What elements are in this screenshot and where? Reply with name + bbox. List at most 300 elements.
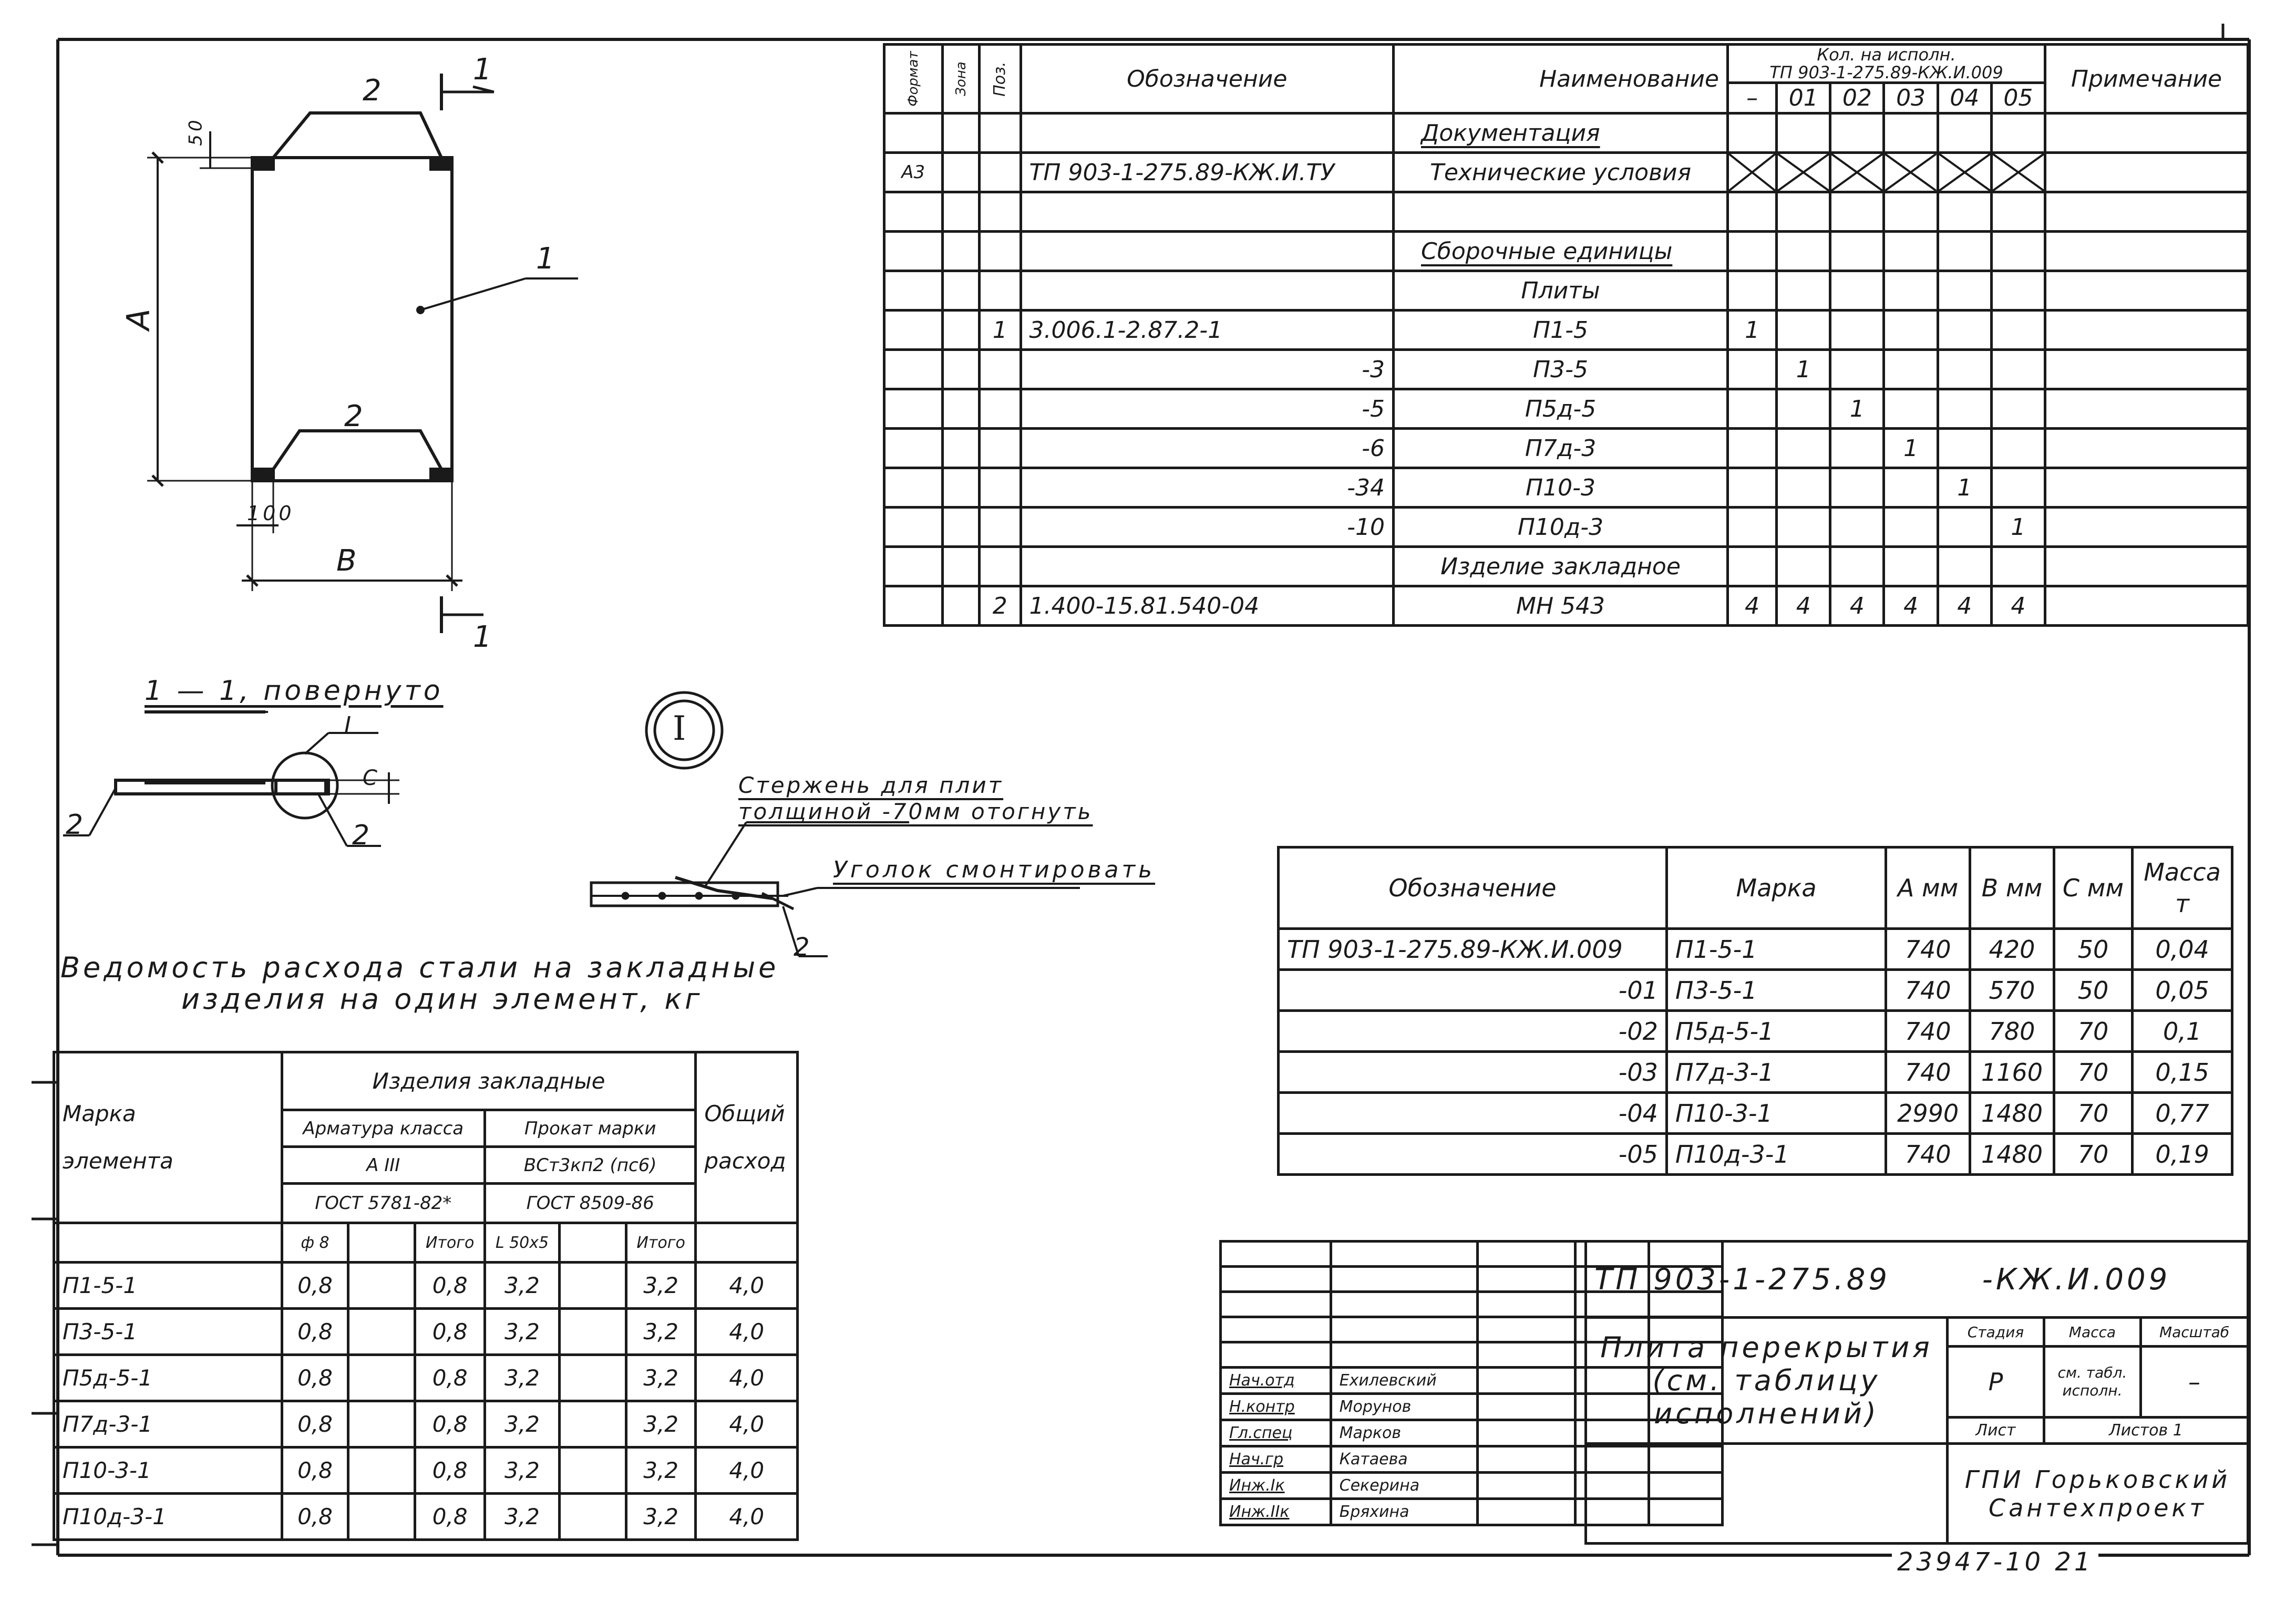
steel-head-items: Изделия закладные bbox=[282, 1052, 696, 1110]
spec-row bbox=[884, 232, 2248, 271]
steel-head-rebar-gost: ГОСТ 5781-82* bbox=[282, 1184, 485, 1223]
spec-cell-name: МН 543 bbox=[1394, 586, 1728, 626]
steel-row bbox=[54, 1355, 798, 1401]
steel-cell-c: 0,8 bbox=[415, 1263, 485, 1309]
sign-blank-cell bbox=[1478, 1292, 1576, 1317]
spec-cell-qty bbox=[1777, 192, 1830, 232]
variant-cell-mark: П5д-5-1 bbox=[1666, 1011, 1886, 1052]
title-scale: – bbox=[2140, 1347, 2248, 1418]
steel-head-rebar: Арматура класса bbox=[282, 1110, 485, 1147]
steel-cell-f: 3,2 bbox=[626, 1263, 696, 1309]
spec-cell-zone bbox=[942, 311, 980, 350]
steel-row bbox=[54, 1494, 798, 1540]
spec-cell-pos bbox=[980, 271, 1021, 311]
variant-cell-c: 50 bbox=[2054, 970, 2132, 1011]
dim-50-label: 50 bbox=[185, 117, 207, 146]
variant-cell-des: -02 bbox=[1279, 1011, 1667, 1052]
spec-cell-pos bbox=[980, 429, 1021, 468]
variant-head-cell: В мм bbox=[1970, 847, 2054, 929]
spec-row bbox=[884, 192, 2248, 232]
spec-cell-qty: 1 bbox=[1991, 508, 2045, 547]
spec-cell-pos bbox=[980, 232, 1021, 271]
steel-cell-a: 0,8 bbox=[282, 1494, 348, 1540]
title-blank bbox=[1586, 1444, 1948, 1544]
sign-signature bbox=[1478, 1368, 1576, 1394]
spec-cell-qty bbox=[1830, 113, 1884, 153]
spec-cell-name: П1-5 bbox=[1394, 311, 1728, 350]
spec-cell-note bbox=[2045, 232, 2248, 271]
steel-cell-b bbox=[348, 1355, 415, 1401]
steel-cell-c: 0,8 bbox=[415, 1494, 485, 1540]
variant-row bbox=[1279, 1052, 2232, 1093]
steel-cell-g: 4,0 bbox=[696, 1494, 798, 1540]
steel-cell-d: 3,2 bbox=[485, 1355, 559, 1401]
spec-cell-designation: 3.006.1-2.87.2-1 bbox=[1021, 311, 1394, 350]
spec-row bbox=[884, 429, 2248, 468]
spec-cell-note bbox=[2045, 153, 2248, 192]
sign-signature bbox=[1478, 1499, 1576, 1525]
title-scale-label: Масштаб bbox=[2140, 1318, 2248, 1347]
variant-cell-b: 780 bbox=[1970, 1011, 2054, 1052]
title-stage: Р bbox=[1948, 1347, 2044, 1418]
spec-cell-format bbox=[884, 429, 943, 468]
spec-row bbox=[884, 350, 2248, 389]
steel-cell-d: 3,2 bbox=[485, 1309, 559, 1355]
variant-cell-c: 70 bbox=[2054, 1093, 2132, 1134]
spec-cell-qty bbox=[1938, 232, 1991, 271]
sign-blank-cell bbox=[1221, 1267, 1331, 1292]
spec-cell-format bbox=[884, 192, 943, 232]
variant-cell-m: 0,77 bbox=[2133, 1093, 2232, 1134]
section-node-label: I bbox=[344, 712, 354, 739]
spec-cell-qty: 1 bbox=[1884, 429, 1938, 468]
sign-blank-cell bbox=[1331, 1242, 1478, 1267]
section-mark-bottom: 1 bbox=[473, 620, 495, 654]
steel-cell-g: 4,0 bbox=[696, 1355, 798, 1401]
sign-name: Ехилевский bbox=[1331, 1368, 1478, 1394]
spec-head-variant: 01 bbox=[1777, 83, 1830, 113]
steel-row bbox=[54, 1309, 798, 1355]
spec-cell-qty bbox=[1991, 232, 2045, 271]
spec-cell-zone bbox=[942, 508, 980, 547]
spec-cell-name: Изделие закладное bbox=[1394, 547, 1728, 586]
part-1-label: 1 bbox=[536, 242, 558, 276]
spec-row bbox=[884, 113, 2248, 153]
spec-cell-qty bbox=[1728, 192, 1777, 232]
steel-cell-e bbox=[559, 1355, 626, 1401]
steel-cell-d: 3,2 bbox=[485, 1401, 559, 1447]
steel-cell-e bbox=[559, 1309, 626, 1355]
sign-role: Инж.Iк bbox=[1221, 1473, 1331, 1499]
sign-role: Нач.отд bbox=[1221, 1368, 1331, 1394]
spec-cell-pos bbox=[980, 153, 1021, 192]
variant-cell-b: 420 bbox=[1970, 929, 2054, 970]
spec-cell-note bbox=[2045, 468, 2248, 508]
spec-cell-qty bbox=[1884, 389, 1938, 429]
spec-cell-qty bbox=[1884, 192, 1938, 232]
spec-cell-qty bbox=[1991, 429, 2045, 468]
variant-cell-a: 740 bbox=[1886, 970, 1970, 1011]
spec-cell-designation: -6 bbox=[1021, 429, 1394, 468]
variant-cell-m: 0,15 bbox=[2133, 1052, 2232, 1093]
spec-cell-qty bbox=[1991, 113, 2045, 153]
variant-row bbox=[1279, 1093, 2232, 1134]
spec-cell-note bbox=[2045, 429, 2248, 468]
section-title: 1 — 1, повернуто bbox=[145, 675, 444, 707]
variant-cell-mark: П3-5-1 bbox=[1666, 970, 1886, 1011]
sign-role: Гл.спец bbox=[1221, 1420, 1331, 1446]
spec-cell-name: П7д-3 bbox=[1394, 429, 1728, 468]
steel-cell-b bbox=[348, 1447, 415, 1494]
detail-circle-label: I bbox=[673, 709, 689, 748]
spec-cell-zone bbox=[942, 271, 980, 311]
spec-cell-qty bbox=[1938, 192, 1991, 232]
steel-head-total: Общий расход bbox=[696, 1052, 798, 1223]
variant-cell-a: 740 bbox=[1886, 1134, 1970, 1175]
steel-head-mark: Марка элемента bbox=[54, 1052, 282, 1223]
spec-cell-zone bbox=[942, 468, 980, 508]
spec-cell-format bbox=[884, 508, 943, 547]
steel-cell-mark: П10-3-1 bbox=[54, 1447, 282, 1494]
dim-b-label: В bbox=[336, 544, 360, 578]
spec-cell-name: Документация bbox=[1394, 113, 1728, 153]
steel-cell-g: 4,0 bbox=[696, 1309, 798, 1355]
spec-cell-designation: ТП 903-1-275.89-КЖ.И.ТУ bbox=[1021, 153, 1394, 192]
sign-signature bbox=[1478, 1394, 1576, 1420]
part-2-top-label: 2 bbox=[363, 74, 385, 108]
sign-signature bbox=[1478, 1473, 1576, 1499]
variant-cell-mark: П10-3-1 bbox=[1666, 1093, 1886, 1134]
spec-cell-format bbox=[884, 232, 943, 271]
spec-head-variant: – bbox=[1728, 83, 1777, 113]
spec-cell-qty bbox=[1830, 429, 1884, 468]
spec-cell-qty bbox=[1777, 547, 1830, 586]
spec-cell-name: Технические условия bbox=[1394, 153, 1728, 192]
spec-cell-designation bbox=[1021, 271, 1394, 311]
steel-table bbox=[53, 1051, 799, 1541]
spec-cell-name: Сборочные единицы bbox=[1394, 232, 1728, 271]
spec-cell-qty bbox=[1884, 271, 1938, 311]
spec-cell-designation bbox=[1021, 547, 1394, 586]
title-sheet-label: Лист bbox=[1948, 1418, 2044, 1444]
spec-cell-qty bbox=[1938, 429, 1991, 468]
sign-blank-cell bbox=[1331, 1317, 1478, 1342]
spec-cell-zone bbox=[942, 192, 980, 232]
spec-cell-qty: 1 bbox=[1777, 350, 1830, 389]
steel-cell-c: 0,8 bbox=[415, 1447, 485, 1494]
spec-table bbox=[883, 43, 2249, 627]
steel-cell-mark: П5д-5-1 bbox=[54, 1355, 282, 1401]
steel-cell-b bbox=[348, 1494, 415, 1540]
variant-cell-m: 0,04 bbox=[2133, 929, 2232, 970]
spec-cell-qty bbox=[1884, 547, 1938, 586]
steel-cell-e bbox=[559, 1494, 626, 1540]
variant-cell-b: 570 bbox=[1970, 970, 2054, 1011]
spec-cell-qty bbox=[1728, 271, 1777, 311]
sign-blank-cell bbox=[1221, 1317, 1331, 1342]
spec-head-variant: 03 bbox=[1884, 83, 1938, 113]
spec-cell-qty bbox=[1777, 429, 1830, 468]
spec-cell-zone bbox=[942, 429, 980, 468]
sign-blank-cell bbox=[1221, 1342, 1331, 1368]
spec-cell-qty: 4 bbox=[1938, 586, 1991, 626]
sign-signature bbox=[1478, 1420, 1576, 1446]
spec-cell-zone bbox=[942, 232, 980, 271]
sign-role: Н.контр bbox=[1221, 1394, 1331, 1420]
variant-head-cell: Масса т bbox=[2133, 847, 2232, 929]
steel-cell-d: 3,2 bbox=[485, 1494, 559, 1540]
variant-row bbox=[1279, 1011, 2232, 1052]
steel-cell-mark: П1-5-1 bbox=[54, 1263, 282, 1309]
spec-cell-qty: 4 bbox=[1728, 586, 1777, 626]
spec-head-designation: Обозначение bbox=[1021, 45, 1394, 113]
spec-row bbox=[884, 547, 2248, 586]
spec-cell-designation: -10 bbox=[1021, 508, 1394, 547]
steel-cell-f: 3,2 bbox=[626, 1355, 696, 1401]
spec-cell-qty bbox=[1728, 113, 1777, 153]
spec-cell-qty bbox=[1830, 547, 1884, 586]
steel-cell-a: 0,8 bbox=[282, 1447, 348, 1494]
spec-cell-qty bbox=[1777, 468, 1830, 508]
spec-cell-qty bbox=[1728, 508, 1777, 547]
spec-head-variant: 05 bbox=[1991, 83, 2045, 113]
steel-sub-total bbox=[696, 1223, 798, 1263]
variant-cell-a: 2990 bbox=[1886, 1093, 1970, 1134]
spec-cell-qty bbox=[1938, 271, 1991, 311]
variant-cell-m: 0,05 bbox=[2133, 970, 2232, 1011]
spec-cell-qty bbox=[1777, 271, 1830, 311]
spec-row bbox=[884, 586, 2248, 626]
spec-cell-designation: -34 bbox=[1021, 468, 1394, 508]
cross-mark-icon bbox=[1939, 154, 1990, 191]
spec-cell-zone bbox=[942, 350, 980, 389]
steel-sub-head bbox=[348, 1223, 415, 1263]
spec-cell-qty bbox=[1830, 468, 1884, 508]
steel-sub-blank bbox=[54, 1223, 282, 1263]
spec-cell-designation bbox=[1021, 232, 1394, 271]
spec-cell-format bbox=[884, 113, 943, 153]
spec-cell-pos bbox=[980, 389, 1021, 429]
spec-cell-name: П10д-3 bbox=[1394, 508, 1728, 547]
variant-head-cell: Обозначение bbox=[1279, 847, 1667, 929]
spec-cell-note bbox=[2045, 311, 2248, 350]
steel-cell-g: 4,0 bbox=[696, 1447, 798, 1494]
spec-cell-qty: 1 bbox=[1728, 311, 1777, 350]
spec-cell-qty bbox=[1830, 271, 1884, 311]
steel-cell-d: 3,2 bbox=[485, 1263, 559, 1309]
spec-cell-qty: 4 bbox=[1991, 586, 2045, 626]
spec-cell-qty bbox=[1938, 389, 1991, 429]
steel-cell-f: 3,2 bbox=[626, 1401, 696, 1447]
steel-sub-head: Итого bbox=[415, 1223, 485, 1263]
sign-name: Марков bbox=[1331, 1420, 1478, 1446]
spec-cell-note bbox=[2045, 271, 2248, 311]
spec-cell-format: А3 bbox=[884, 153, 943, 192]
sign-blank-cell bbox=[1331, 1267, 1478, 1292]
spec-cell-zone bbox=[942, 113, 980, 153]
spec-row bbox=[884, 389, 2248, 429]
sign-blank-cell bbox=[1478, 1267, 1576, 1292]
spec-cell-name bbox=[1394, 192, 1728, 232]
spec-cell-pos bbox=[980, 547, 1021, 586]
slab-plan bbox=[147, 74, 578, 633]
title-block bbox=[1584, 1240, 2249, 1545]
spec-cell-name: П3-5 bbox=[1394, 350, 1728, 389]
variant-cell-c: 70 bbox=[2054, 1052, 2132, 1093]
spec-cell-designation bbox=[1021, 113, 1394, 153]
spec-cell-qty bbox=[1777, 508, 1830, 547]
spec-cell-qty: 4 bbox=[1830, 586, 1884, 626]
spec-cell-zone bbox=[942, 547, 980, 586]
steel-sub-head bbox=[559, 1223, 626, 1263]
spec-cell-qty bbox=[1777, 232, 1830, 271]
variant-cell-c: 70 bbox=[2054, 1011, 2132, 1052]
cross-mark-icon bbox=[1993, 154, 2044, 191]
spec-head-pos: Поз. bbox=[980, 45, 1021, 113]
spec-cell-qty: 1 bbox=[1830, 389, 1884, 429]
spec-cell-qty bbox=[1728, 468, 1777, 508]
spec-cell-name: Плиты bbox=[1394, 271, 1728, 311]
steel-head-rebar-class: А III bbox=[282, 1147, 485, 1184]
sign-blank-cell bbox=[1221, 1242, 1331, 1267]
steel-row bbox=[54, 1263, 798, 1309]
variant-cell-c: 50 bbox=[2054, 929, 2132, 970]
footer-number: 23947-10 21 bbox=[1892, 1547, 2098, 1577]
steel-cell-mark: П7д-3-1 bbox=[54, 1401, 282, 1447]
spec-cell-qty bbox=[1938, 547, 1991, 586]
spec-cell-format bbox=[884, 547, 943, 586]
spec-cell-qty bbox=[1777, 311, 1830, 350]
spec-cell-qty bbox=[1728, 350, 1777, 389]
steel-cell-f: 3,2 bbox=[626, 1309, 696, 1355]
steel-cell-mark: П10д-3-1 bbox=[54, 1494, 282, 1540]
steel-head-rolled-grade: ВСт3кп2 (пс6) bbox=[485, 1147, 695, 1184]
spec-cell-qty bbox=[1884, 350, 1938, 389]
spec-cell-designation: 1.400-15.81.540-04 bbox=[1021, 586, 1394, 626]
spec-cell-note bbox=[2045, 389, 2248, 429]
spec-cell-format bbox=[884, 311, 943, 350]
steel-cell-b bbox=[348, 1401, 415, 1447]
variant-cell-m: 0,1 bbox=[2133, 1011, 2232, 1052]
sign-role: Нач.гр bbox=[1221, 1446, 1331, 1473]
spec-cell-format bbox=[884, 586, 943, 626]
spec-cell-qty: 4 bbox=[1777, 586, 1830, 626]
spec-cell-pos bbox=[980, 508, 1021, 547]
sign-role: Инж.IIк bbox=[1221, 1499, 1331, 1525]
spec-cell-qty: 1 bbox=[1938, 468, 1991, 508]
sign-blank-cell bbox=[1331, 1342, 1478, 1368]
spec-cell-qty bbox=[1884, 311, 1938, 350]
variant-cell-des: -04 bbox=[1279, 1093, 1667, 1134]
sign-blank-cell bbox=[1478, 1342, 1576, 1368]
sign-name: Морунов bbox=[1331, 1394, 1478, 1420]
variant-head-cell: Марка bbox=[1666, 847, 1886, 929]
spec-cell-pos: 2 bbox=[980, 586, 1021, 626]
spec-cell-qty bbox=[1777, 113, 1830, 153]
spec-cell-zone bbox=[942, 389, 980, 429]
steel-head-rolled-gost: ГОСТ 8509-86 bbox=[485, 1184, 695, 1223]
spec-cell-note bbox=[2045, 508, 2248, 547]
dim-a-label: А bbox=[120, 305, 157, 330]
variant-cell-a: 740 bbox=[1886, 1052, 1970, 1093]
sign-name: Катаева bbox=[1331, 1446, 1478, 1473]
spec-head-qty: Кол. на исполн. ТП 903-1-275.89-КЖ.И.009 bbox=[1728, 45, 2045, 83]
spec-cell-qty bbox=[1991, 192, 2045, 232]
variant-head-cell: А мм bbox=[1886, 847, 1970, 929]
steel-cell-f: 3,2 bbox=[626, 1447, 696, 1494]
sign-blank-cell bbox=[1478, 1317, 1576, 1342]
steel-cell-e bbox=[559, 1447, 626, 1494]
sign-blank-cell bbox=[1478, 1242, 1576, 1267]
spec-cell-qty bbox=[1938, 311, 1991, 350]
spec-head-variant: 02 bbox=[1830, 83, 1884, 113]
spec-cell-note bbox=[2045, 192, 2248, 232]
title-mass-label: Масса bbox=[2044, 1318, 2140, 1347]
steel-title-2: изделия на один элемент, кг bbox=[181, 983, 703, 1016]
section-left-part: 2 bbox=[66, 809, 87, 841]
section-right-part: 2 bbox=[352, 820, 373, 851]
variant-cell-a: 740 bbox=[1886, 929, 1970, 970]
steel-cell-c: 0,8 bbox=[415, 1401, 485, 1447]
spec-cell-pos: 1 bbox=[980, 311, 1021, 350]
steel-head-rolled: Прокат марки bbox=[485, 1110, 695, 1147]
spec-cell-zone bbox=[942, 153, 980, 192]
spec-cell-qty bbox=[1991, 271, 2045, 311]
spec-cell-qty bbox=[1728, 153, 1777, 192]
variant-cell-mark: П7д-3-1 bbox=[1666, 1052, 1886, 1093]
steel-cell-b bbox=[348, 1309, 415, 1355]
spec-head-note: Примечание bbox=[2045, 45, 2248, 113]
spec-row bbox=[884, 468, 2248, 508]
spec-head-variant: 04 bbox=[1938, 83, 1991, 113]
spec-cell-designation bbox=[1021, 192, 1394, 232]
spec-cell-note bbox=[2045, 586, 2248, 626]
cross-mark-icon bbox=[1885, 154, 1936, 191]
steel-cell-c: 0,8 bbox=[415, 1309, 485, 1355]
spec-head-format: Формат bbox=[884, 45, 943, 113]
variant-cell-mark: П1-5-1 bbox=[1666, 929, 1886, 970]
variant-head-cell: С мм bbox=[2054, 847, 2132, 929]
title-org: ГПИ Горьковский Сантехпроект bbox=[1948, 1444, 2248, 1544]
part-2-bottom-label: 2 bbox=[344, 399, 366, 433]
steel-cell-a: 0,8 bbox=[282, 1355, 348, 1401]
variant-cell-m: 0,19 bbox=[2133, 1134, 2232, 1175]
variant-row bbox=[1279, 929, 2232, 970]
spec-cell-qty bbox=[1938, 113, 1991, 153]
spec-cell-qty bbox=[1938, 508, 1991, 547]
spec-cell-designation: -3 bbox=[1021, 350, 1394, 389]
spec-cell-qty bbox=[1728, 232, 1777, 271]
spec-cell-format bbox=[884, 389, 943, 429]
dim-100-label: 100 bbox=[247, 502, 295, 525]
variant-cell-des: ТП 903-1-275.89-КЖ.И.009 bbox=[1279, 929, 1667, 970]
spec-cell-qty bbox=[1830, 192, 1884, 232]
steel-row bbox=[54, 1401, 798, 1447]
spec-cell-name: П5д-5 bbox=[1394, 389, 1728, 429]
steel-sub-head: ф 8 bbox=[282, 1223, 348, 1263]
spec-cell-format bbox=[884, 468, 943, 508]
spec-cell-qty bbox=[1991, 468, 2045, 508]
spec-cell-note bbox=[2045, 350, 2248, 389]
spec-cell-qty bbox=[1884, 468, 1938, 508]
spec-cell-qty bbox=[1728, 547, 1777, 586]
spec-cell-note bbox=[2045, 547, 2248, 586]
steel-cell-a: 0,8 bbox=[282, 1309, 348, 1355]
steel-cell-b bbox=[348, 1263, 415, 1309]
detail-note-angle: Уголок смонтировать bbox=[833, 856, 1156, 883]
dim-c-label: С bbox=[363, 766, 380, 790]
spec-cell-qty bbox=[1991, 389, 2045, 429]
